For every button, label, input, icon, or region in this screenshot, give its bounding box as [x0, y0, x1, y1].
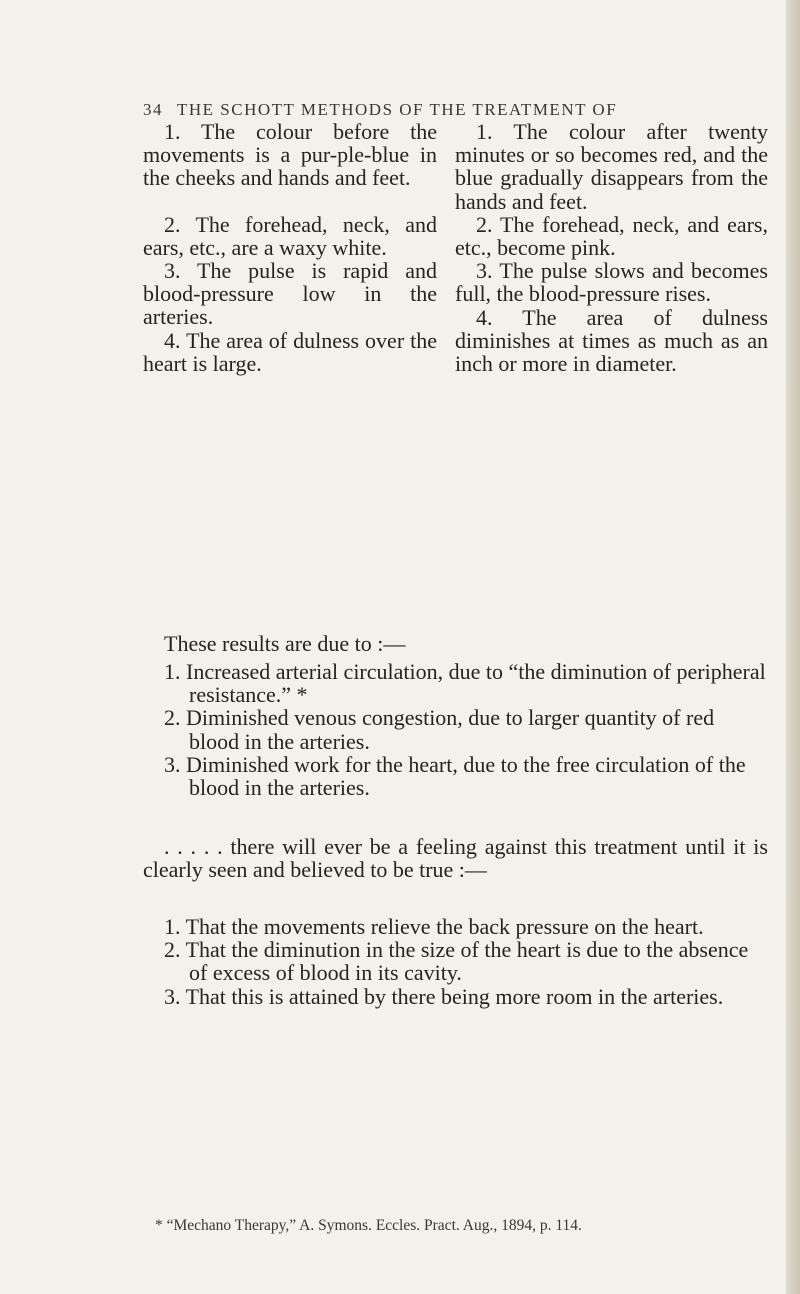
- truth-item-1: 1. That the movements relieve the back pressure on the heart.: [164, 914, 704, 939]
- after-item-2: 2. The forehead, neck, and ears, etc., become pink.: [455, 211, 768, 261]
- page-edge-shadow: [786, 0, 800, 1294]
- footnote: [143, 1215, 768, 1237]
- page-number: 34: [143, 100, 163, 119]
- before-item-3: 3. The pulse is rapid and blood-pressure low in the arteries.: [143, 258, 437, 330]
- after-item-1: 1. The colour after twenty minutes or so becomes red, and the blue gradually disappears from the hands and feet.: [455, 119, 768, 214]
- result-item-2: 2. Diminished venous congestion, due to larger quantity of red blood in the arteries.: [164, 705, 715, 754]
- before-column: [143, 120, 437, 375]
- before-item-4: 4. The area of dulness over the heart is large.: [143, 327, 437, 376]
- results-list: [143, 660, 768, 799]
- footnote-text: * “Mechano Therapy,” A. Symons. Eccles. Pract. Aug., 1894, p. 114.: [155, 1217, 582, 1234]
- after-column: [455, 120, 768, 375]
- running-head: [143, 100, 763, 120]
- truths-list: [143, 915, 768, 1008]
- before-item-2: 2. The forehead, neck, and ears, etc., are a waxy white.: [143, 211, 437, 260]
- feeling-paragraph: . . . . . there will ever be a feeling against this treatment until it is clearly seen and believed to be true :—: [143, 834, 768, 883]
- result-item-1: 1. Increased arterial circulation, due to “the diminution of peripheral resistance.” *: [164, 659, 766, 708]
- after-item-3: 3. The pulse slows and becomes full, the blood-pressure rises.: [455, 258, 768, 307]
- truth-item-2: 2. That the diminution in the size of the heart is due to the absence of excess of blood in its cavity.: [164, 937, 749, 986]
- result-item-3: 3. Diminished work for the heart, due to the free circulation of the blood in the arteries.: [164, 751, 746, 801]
- after-item-4: 4. The area of dulness diminishes at times as much as an inch or more in diameter.: [455, 304, 768, 377]
- results-intro: These results are due to :—: [164, 631, 406, 656]
- running-head-title: THE SCHOTT METHODS OF THE TREATMENT OF: [177, 100, 618, 119]
- before-item-1: 1. The colour before the movements is a pur-ple-blue in the cheeks and hands and feet.: [143, 119, 437, 191]
- truth-item-3: 3. That this is attained by there being more room in the arteries.: [164, 983, 724, 1009]
